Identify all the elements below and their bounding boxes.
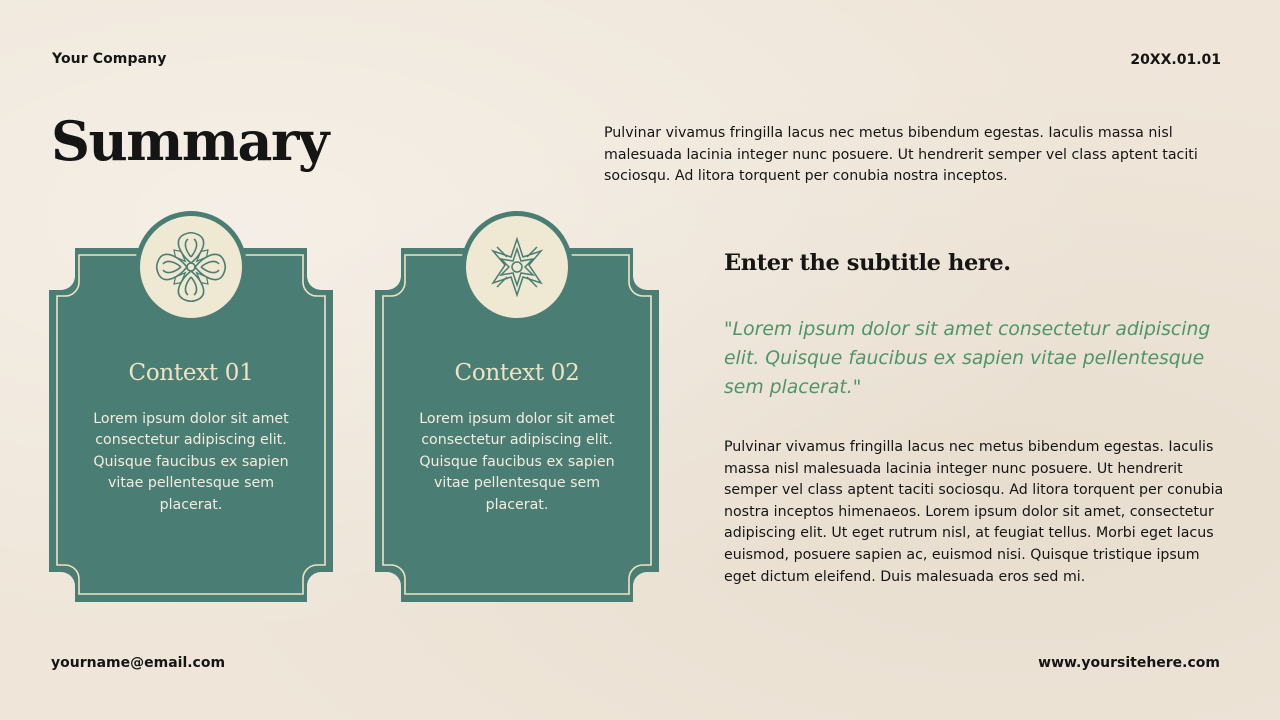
page-title: Summary [51, 109, 328, 173]
body-paragraph: Pulvinar vivamus fringilla lacus nec metus bibendum egestas. Iaculis massa nisl malesuada lacinia integer nunc posuere. Ut hendrerit semper vel class aptent taciti sociosqu. Ad litora torquent per conubia nostra inceptos himenaeos. Lorem ipsum dolor sit amet, consectetur adipiscing elit. Ut eget rutrum nisl, at feugiat tellus. Morbi eget lacus euismod, posuere sapien ac, euismod nisi. Quisque tristique ipsum eget dictum eleifend. Duis malesuada eros sed mi. [724, 439, 1224, 585]
footer-website: www.yoursitehere.com [1038, 655, 1220, 671]
card-title: Context 02 [454, 360, 580, 386]
company-name: Your Company [52, 51, 167, 67]
card-text: Lorem ipsum dolor sit amet consectetur adipiscing elit. Quisque faucibus ex sapien vitae pellentesque sem placerat. [419, 411, 615, 513]
footer-email: yourname@email.com [51, 655, 226, 671]
date-label: 20XX.01.01 [1130, 52, 1221, 68]
context-card-1 [49, 210, 333, 602]
intro-paragraph: Pulvinar vivamus fringilla lacus nec metus bibendum egestas. Iaculis massa nisl malesuada lacinia integer nunc posuere. Ut hendrerit semper vel class aptent taciti sociosqu. Ad litora torquent per conubia nostra inceptos. [604, 125, 1198, 184]
section-subtitle: Enter the subtitle here. [724, 250, 1011, 276]
card-frame [375, 210, 659, 602]
quote-text: "Lorem ipsum dolor sit amet consectetur adipiscing elit. Quisque faucibus ex sapien vitae pellentesque sem placerat." [724, 319, 1211, 398]
card-title: Context 01 [128, 360, 254, 386]
context-card-2 [375, 210, 659, 602]
card-frame [49, 210, 333, 602]
card-text: Lorem ipsum dolor sit amet consectetur adipiscing elit. Quisque faucibus ex sapien vitae pellentesque sem placerat. [93, 411, 289, 513]
